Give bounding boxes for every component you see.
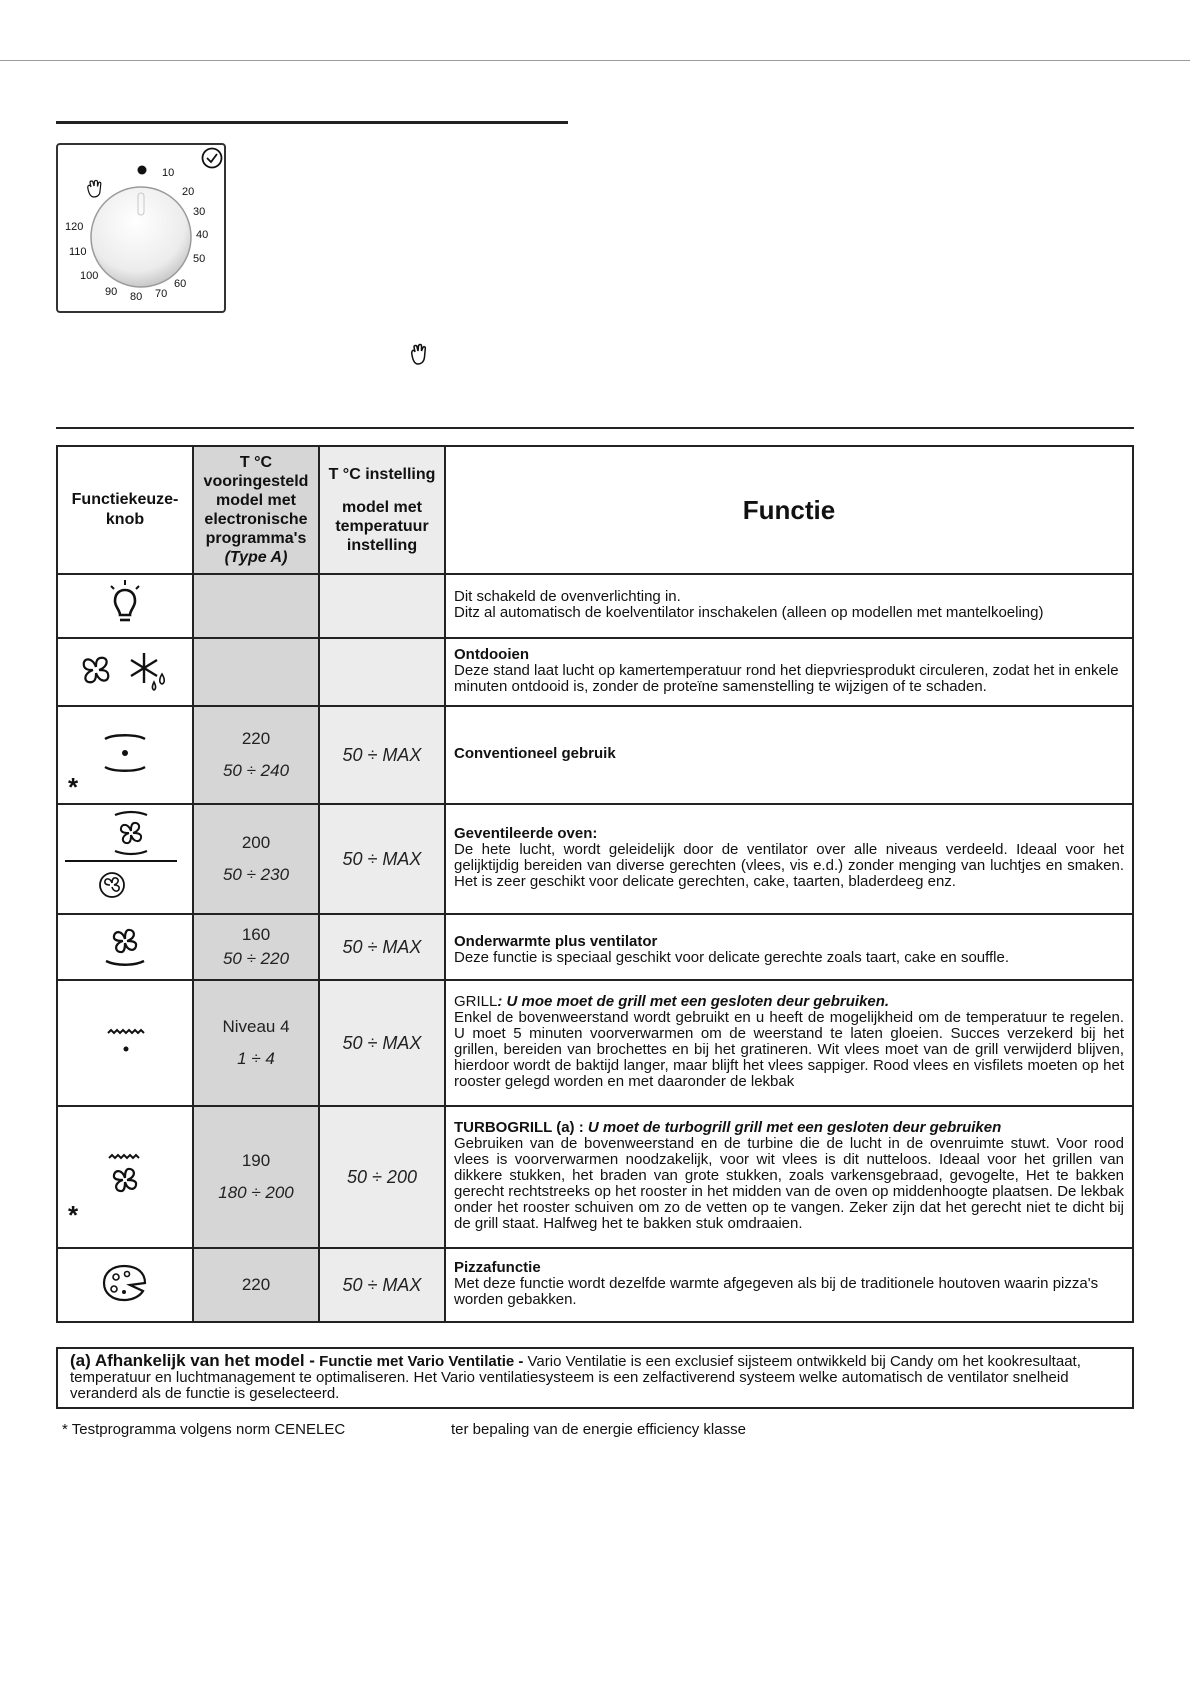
table-header-row (57, 446, 1133, 574)
description-cell (445, 804, 1133, 914)
fan-oven-icon-cell (57, 804, 193, 914)
dial-label-90: 90 (105, 286, 118, 298)
defrost-icons (57, 638, 193, 706)
dial-label-110: 110 (69, 246, 87, 258)
setting-cell: 50 ÷ MAX (319, 804, 445, 914)
description-title: Onderwarmte plus ventilator (454, 933, 658, 950)
setting-cell (319, 574, 445, 638)
description-title: Ontdooien (454, 646, 529, 663)
preset-cell (193, 804, 319, 914)
preset-cell (193, 638, 319, 706)
clock-icon (203, 149, 222, 168)
dial-label-100: 100 (80, 270, 99, 282)
top-divider (0, 60, 1190, 61)
footnote-bold: Functie met Vario Ventilatie - (314, 1353, 524, 1370)
hand-icon (88, 180, 101, 197)
top-bottom-heat-icon (95, 723, 155, 783)
table-row (57, 1248, 1133, 1322)
table-row (57, 706, 1133, 804)
description-text: Met deze functie wordt dezelfde warmte afgegeven als bij de traditionele houtoven waarin pizza's worden gebakken. (454, 1275, 1099, 1308)
pizza-icon (100, 1263, 150, 1303)
header-function: Functie (445, 446, 1133, 574)
preset-value: 160 (241, 925, 271, 944)
description-cell (445, 1106, 1133, 1248)
pizza-icon-cell (57, 1248, 193, 1322)
function-table (56, 445, 1134, 1323)
dial-label-120: 120 (65, 221, 84, 233)
lamp-icon (57, 574, 193, 638)
setting-cell (319, 638, 445, 706)
description-title: Conventioneel gebruik (454, 745, 616, 762)
description-text: Enkel de bovenweerstand wordt gebruikt en u heeft de mogelijkheid om de temperatuur te regelen. U moet 5 minuten voorverwarmen om de weerstand te laten gloeien. Succes verzekerd bij het grillen, bereiden van brochettes en bij het gratineren. Wit vlees moet van de grill verwijderd blijven, hierdoor wordt de baktijd langer, maar blijft het vlees sappiger. Rood vlees en visfilets moeten op het rooster gelegd worden en met daaronder de lekbak (454, 1009, 1124, 1090)
timer-knob (91, 187, 191, 287)
header-setting-line2: model met temperatuur instelling (335, 499, 429, 554)
preset-value: Niveau 4 (222, 1017, 290, 1036)
preset-cell: 220 (193, 1248, 319, 1322)
description-cell (445, 980, 1133, 1106)
fan-icon (84, 657, 109, 682)
snowflake-drop-icon (131, 653, 164, 690)
preset-cell (193, 574, 319, 638)
header-setting-line1: T °C instelling (328, 466, 436, 483)
preset-value: 220 (241, 729, 271, 748)
grill-title: GRILL (454, 993, 498, 1010)
section-rule (56, 121, 568, 124)
setting-cell: 50 ÷ MAX (319, 914, 445, 980)
preset-cell (193, 1106, 319, 1248)
grill-icon (100, 1021, 150, 1061)
timer-dial-svg (58, 145, 224, 311)
dial-label-10: 10 (162, 167, 175, 179)
preset-value: 200 (241, 833, 271, 852)
table-row (57, 804, 1133, 914)
header-preset-line1: T °C (239, 454, 273, 471)
dial-label-40: 40 (196, 229, 209, 241)
preset-range: 180 ÷ 200 (218, 1183, 294, 1202)
header-preset (193, 446, 319, 574)
preset-range: 1 ÷ 4 (237, 1049, 275, 1068)
energy-class-note: ter bepaling van de energie efficiency klasse (451, 1421, 746, 1438)
fan-ring-icon (115, 812, 147, 854)
test-program-star: * (68, 1200, 79, 1230)
setting-cell: 50 ÷ MAX (319, 980, 445, 1106)
setting-cell: 50 ÷ 200 (319, 1106, 445, 1248)
description-cell (445, 914, 1133, 980)
turbogrill-icon-cell (57, 1106, 193, 1248)
description-title (454, 994, 1124, 1010)
table-row (57, 914, 1133, 980)
description-text: Deze functie is speciaal geschikt voor delicate gerechte zoals taart, cake en souffle. (454, 949, 1010, 966)
dial-label-80: 80 (130, 291, 143, 303)
header-setting (319, 446, 445, 574)
test-program-star: * (68, 772, 79, 802)
turbogrill-title: TURBOGRILL (a) : (454, 1119, 584, 1136)
description-text: Dit schakeld de ovenverlichting in. Ditz al automatisch de koelventilator inschakelen (alleen op modellen met mantelkoeling) (454, 588, 1044, 621)
header-preset-line2: vooringesteld model met electronische programma's (203, 473, 309, 547)
preset-cell (193, 914, 319, 980)
setting-cell: 50 ÷ MAX (319, 706, 445, 804)
table-row (57, 980, 1133, 1106)
description-text: De hete lucht, wordt geleidelijk door de ventilator over alle niveaus verdeeld. Ideaal voor het gelijktijdig bereiden van diverse gerechten (vlees, vis e.d.) zonder menging van luchtjes en smaken. Het is zeer geschikt voor delicate gerechten, cake, taarten, bladerdeeg enz. (454, 841, 1124, 890)
preset-value: 190 (241, 1151, 271, 1170)
dial-label-30: 30 (193, 206, 206, 218)
preset-range: 50 ÷ 230 (222, 865, 290, 884)
grill-icon-cell (57, 980, 193, 1106)
cenelec-note: * Testprogramma volgens norm CENELEC (62, 1421, 346, 1438)
table-top-rule (56, 427, 1134, 429)
preset-cell (193, 706, 319, 804)
description-title: Geventileerde oven: (454, 825, 598, 842)
description-text: Gebruiken van de bovenweerstand en de turbine die de lucht in de ovenruimte stuwt. Voor rood vlees is voorverwarmen noodzakelijk, voor wit vlees is dit nutteloos. Ideaal voor het grillen van dikkere stukken, het braden van grote stukken, zoals varkensgebraad, gevogelte, Het te bakken gerecht rechtstreeks op het rooster in het midden van de oven op middenhoogte plaatsen. De lekbak onder het rooster schuiven om zo de vetten op te vangen. Zeker zijn dat het gerecht niet te dicht bij de grill staat. Halfweg het te bakken stuk omdraaien. (454, 1135, 1124, 1232)
dial-label-70: 70 (155, 288, 168, 300)
description-title: Pizzafunctie (454, 1259, 541, 1276)
header-knob: Functiekeuze-knob (57, 446, 193, 574)
description-cell (445, 638, 1133, 706)
table-row (57, 638, 1133, 706)
turbogrill-icon (100, 1150, 150, 1200)
dial-label-60: 60 (174, 278, 187, 290)
description-cell (445, 706, 1133, 804)
conventional-icon-cell (57, 706, 193, 804)
table-row (57, 1106, 1133, 1248)
footnote-text: Vario Ventilatie is een exclusief sijsteem ontwikkeld bij Candy om het kookresultaat, temperatuur en luchtmanagement te optimaliseren. Het Vario ventilatiesysteem is een zelfactiverend systeem welke automatisch de ventilator snelheid veranderd als de functie is geselecteerd. (70, 1353, 1081, 1402)
dial-label-20: 20 (182, 186, 195, 198)
description-cell (445, 1248, 1133, 1322)
preset-range: 50 ÷ 240 (222, 761, 290, 780)
description-cell (445, 574, 1133, 638)
turbogrill-title-italic: U moet de turbogrill grill met een gesloten deur gebruiken (583, 1119, 1002, 1136)
bottom-fan-icon-cell (57, 914, 193, 980)
eco-fan-icon (100, 873, 124, 897)
setting-cell: 50 ÷ MAX (319, 1248, 445, 1322)
header-preset-type: (Type A) (224, 549, 288, 566)
bottom-heat-fan-icon (100, 921, 150, 969)
dial-label-50: 50 (193, 253, 206, 265)
grill-title-italic: : U moe moet de grill met een gesloten deur gebruiken. (497, 993, 890, 1010)
preset-cell (193, 980, 319, 1106)
table-row (57, 574, 1133, 638)
timer-dial-illustration (56, 143, 226, 313)
preset-range: 50 ÷ 220 (222, 949, 290, 968)
hand-icon (408, 343, 432, 372)
off-dot (138, 166, 147, 175)
description-text: Deze stand laat lucht op kamertemperatuur rond het diepvriesprodukt circuleren, zodat het in enkele minuten ontdooid is, zonder de proteïne samenstelling te wijzigen of te schaden. (454, 662, 1119, 695)
footnote-lead: (a) Afhankelijk van het model - (70, 1351, 315, 1370)
vario-footnote (56, 1347, 1134, 1409)
description-title (454, 1120, 1124, 1136)
